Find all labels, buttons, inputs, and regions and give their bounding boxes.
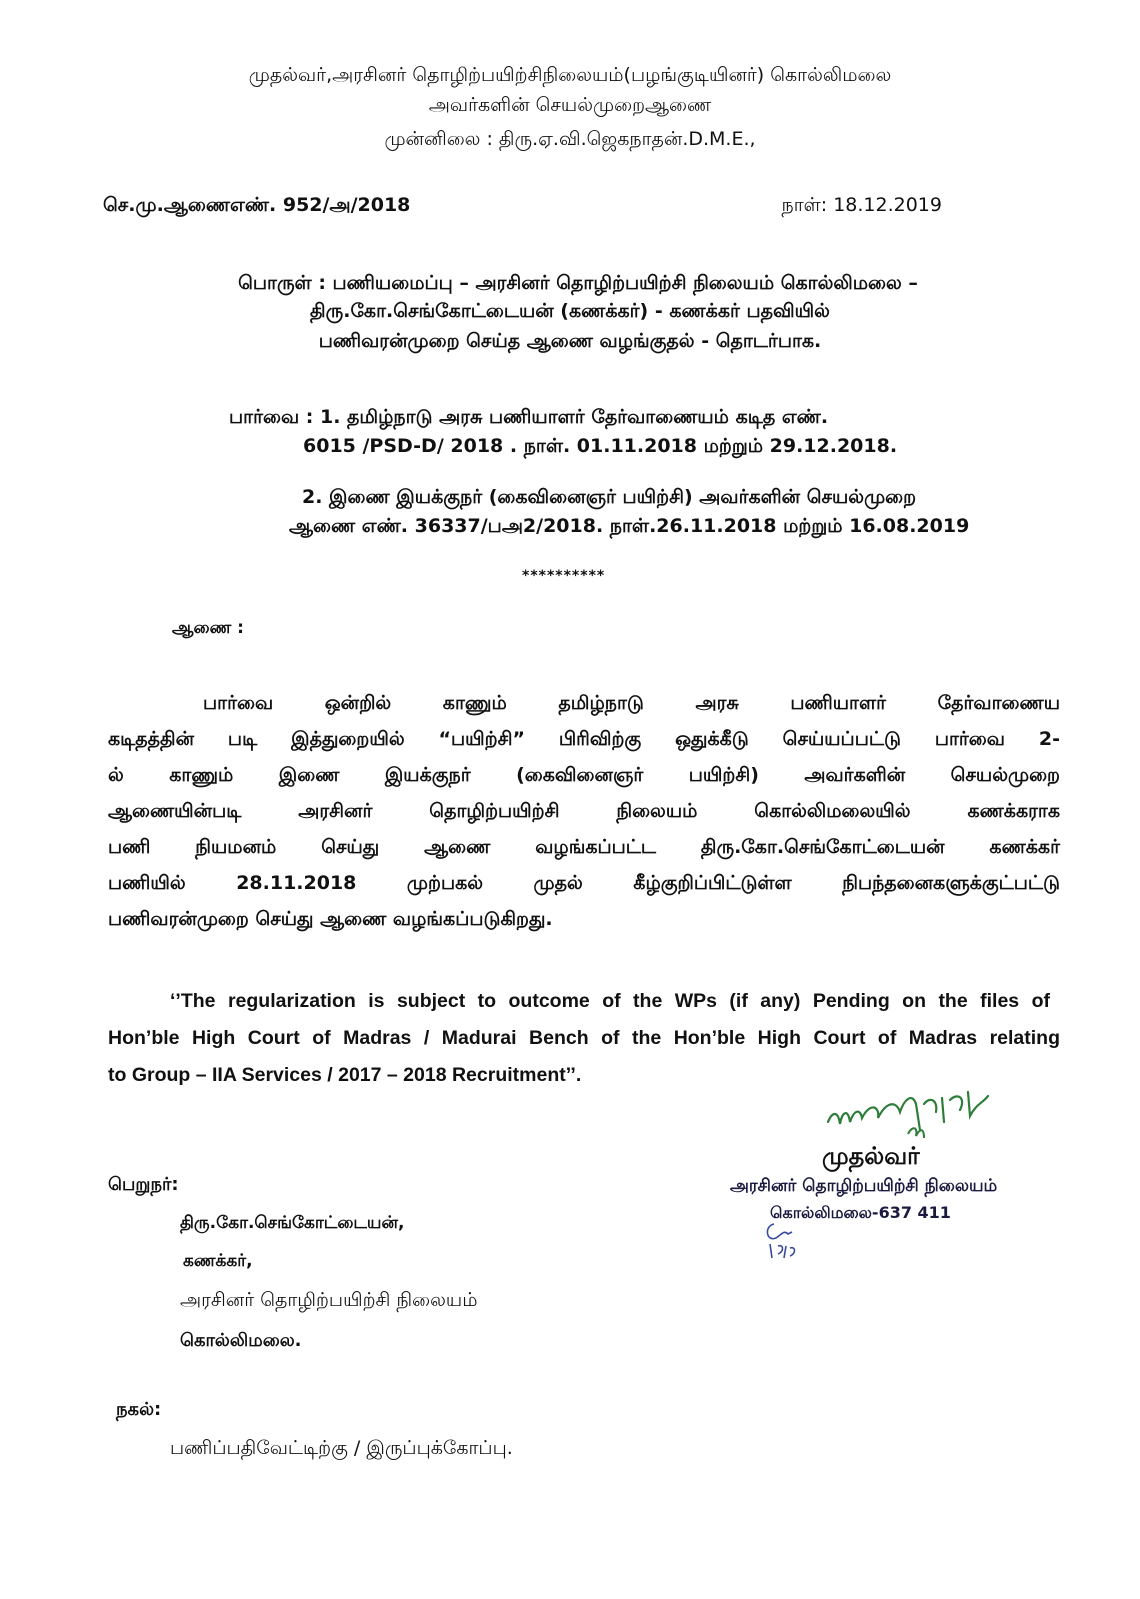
subject-line-2: திரு.கோ.செங்கோட்டையன் (கணக்கர்) - கணக்கர் பதவியில் xyxy=(310,300,830,322)
reference-2-line-2: ஆணை எண். 36337/பஅ2/2018. நாள்.26.11.2018 மற்றும் 16.08.2019 xyxy=(289,515,970,537)
recipient-designation: கணக்கர், xyxy=(183,1251,253,1271)
order-number: செ.மு.ஆணைஎண். 952/அ/2018 xyxy=(103,194,411,216)
body-line: ல் காணும் இணை இயக்குநர் (கைவினைஞர் பயிற்சி) அவர்களின் செயல்முறை xyxy=(108,764,1060,786)
recipient-name: திரு.கோ.செங்கோட்டையன், xyxy=(180,1213,405,1233)
header-line-1: முதல்வர்,அரசினர் தொழிற்பயிற்சிநிலையம்(பழங்குடியினர்) கொல்லிமலை xyxy=(248,64,892,86)
body-line: பார்வை ஒன்றில் காணும் தமிழ்நாடு அரசு பணியாளர் தேர்வாணைய xyxy=(203,692,1060,714)
separator: ********** xyxy=(522,568,606,584)
header-line-3: முன்னிலை : திரு.ஏ.வி.ஜெகநாதன்.D.M.E., xyxy=(384,128,756,150)
reference-1-line-2: 6015 /PSD-D/ 2018 . நாள். 01.11.2018 மற்றும் 29.12.2018. xyxy=(303,435,898,457)
recipient-place: கொல்லிமலை. xyxy=(180,1330,302,1351)
header-line-2: அவர்களின் செயல்முறைஆணை xyxy=(428,94,712,116)
reference-1-line-1: பார்வை : 1. தமிழ்நாடு அரசு பணியாளர் தேர்வாணையம் கடித எண். xyxy=(229,406,829,428)
body-line: பணிவரன்முறை செய்து ஆணை வழங்கப்படுகிறது. xyxy=(108,908,553,930)
signatory-office: அரசினர் தொழிற்பயிற்சி நிலையம் xyxy=(730,1176,998,1196)
body-line: பணி நியமனம் செய்து ஆணை வழங்கப்பட்ட திரு.கோ.செங்கோட்டையன் கணக்கர் xyxy=(108,836,1060,858)
signatory-title: முதல்வர் xyxy=(822,1142,920,1170)
english-line: to Group – IIA Services / 2017 – 2018 Recruitment’’. xyxy=(108,1064,582,1086)
recipient-label: பெறுநர்: xyxy=(108,1174,179,1195)
body-line: ஆணையின்படி அரசினர் தொழிற்பயிற்சி நிலையம் கொல்லிமலையில் கணக்கராக xyxy=(108,800,1060,822)
initials-mark xyxy=(762,1218,812,1260)
copy-label: நகல்: xyxy=(116,1399,162,1420)
subject-line-1: பொருள் : பணியமைப்பு – அரசினர் தொழிற்பயிற்சி நிலையம் கொல்லிமலை – xyxy=(238,272,918,294)
order-label: ஆணை : xyxy=(172,618,244,638)
order-date: நாள்: 18.12.2019 xyxy=(781,194,942,216)
copy-text: பணிப்பதிவேட்டிற்கு / இருப்புக்கோப்பு. xyxy=(170,1437,513,1459)
body-line: கடிதத்தின் படி இத்துறையில் “பயிற்சி” பிரிவிற்கு ஒதுக்கீடு செய்யப்பட்டு பார்வை 2- xyxy=(108,728,1060,750)
subject-line-3: பணிவரன்முறை செய்த ஆணை வழங்குதல் - தொடர்பாக. xyxy=(318,330,822,352)
signatory-place: கொல்லிமலை-637 411 xyxy=(770,1203,951,1222)
english-line: Hon’ble High Court of Madras / Madurai Bench of the Hon’ble High Court of Madras relating xyxy=(108,1027,1060,1049)
body-line: பணியில் 28.11.2018 முற்பகல் முதல் கீழ்குறிப்பிட்டுள்ள நிபந்தனைகளுக்குட்பட்டு xyxy=(108,872,1060,894)
reference-2-line-1: 2. இணை இயக்குநர் (கைவினைஞர் பயிற்சி) அவர்களின் செயல்முறை xyxy=(302,486,917,508)
english-line: ‘’The regularization is subject to outcome of the WPs (if any) Pending on the files of xyxy=(170,990,1050,1012)
recipient-office: அரசினர் தொழிற்பயிற்சி நிலையம் xyxy=(180,1289,478,1311)
